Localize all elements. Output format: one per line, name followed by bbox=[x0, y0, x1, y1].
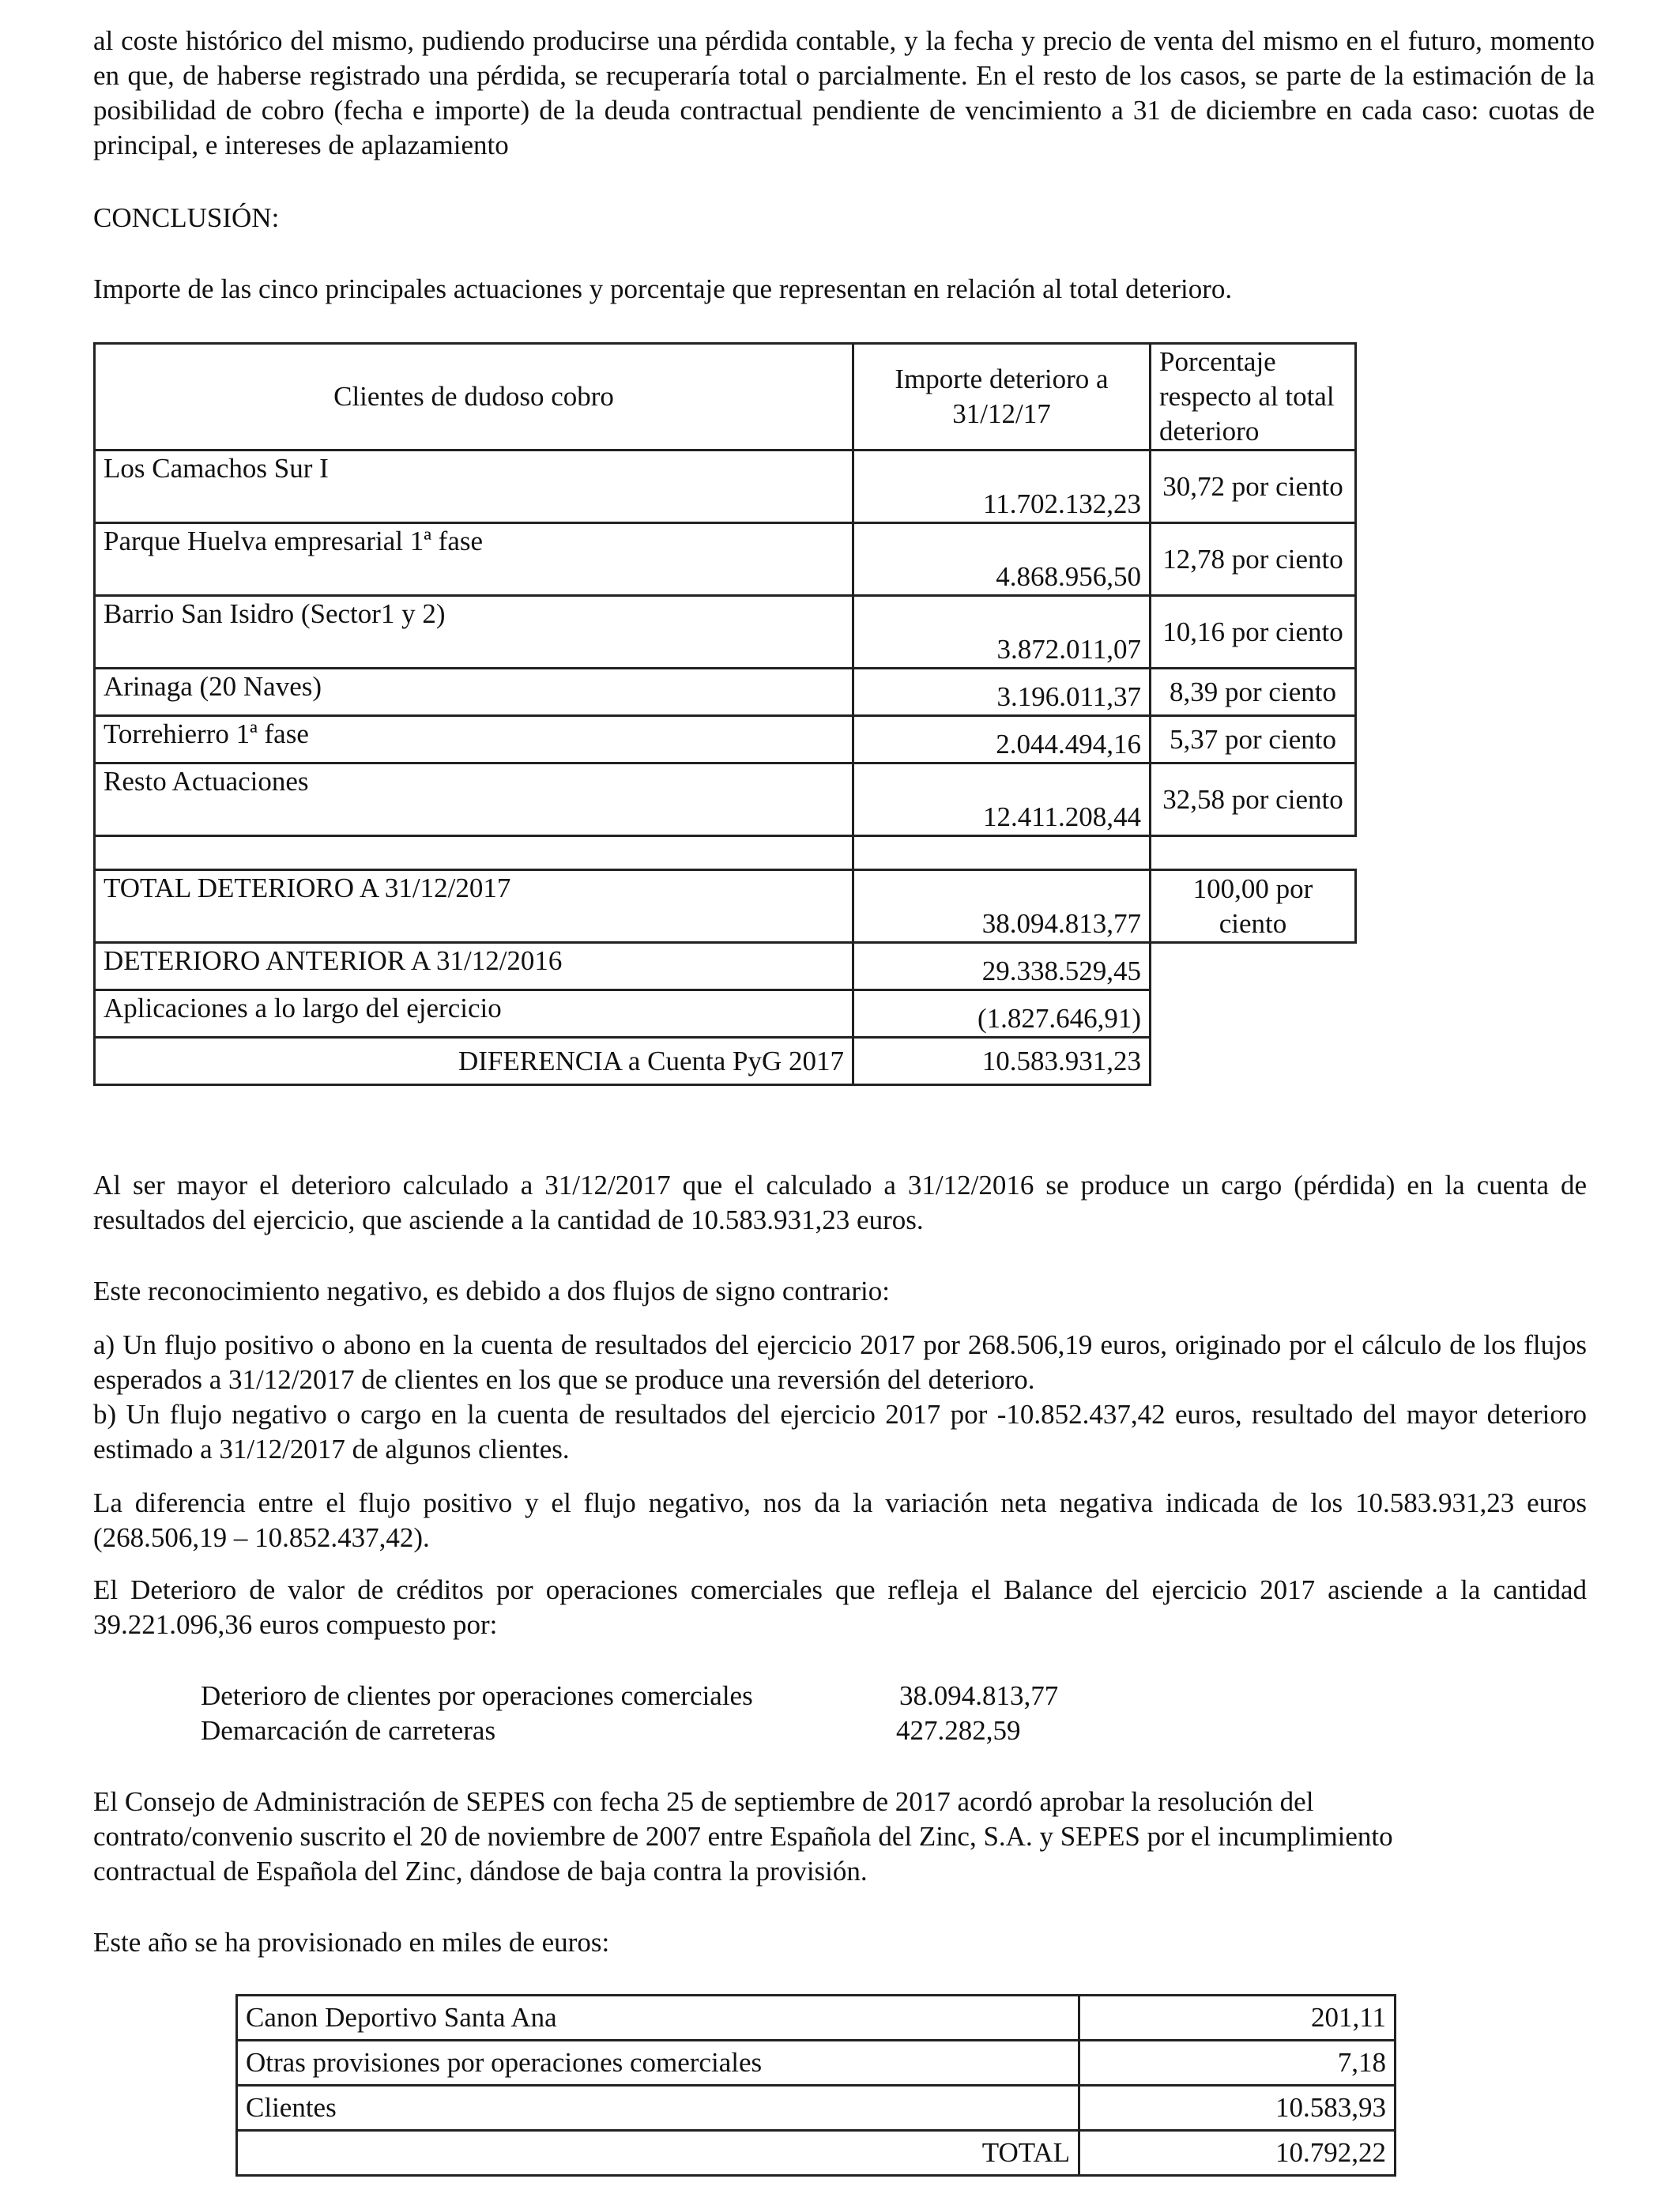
row-name: Torrehierro 1ª fase bbox=[95, 716, 853, 763]
row-importe: 12.411.208,44 bbox=[853, 763, 1151, 836]
provision-value: 7,18 bbox=[1079, 2041, 1396, 2086]
composicion-label: Demarcación de carreteras bbox=[201, 1715, 496, 1746]
provision-value: 201,11 bbox=[1079, 1996, 1396, 2041]
composicion-item bbox=[201, 1679, 1058, 1713]
table-header-row bbox=[95, 344, 1356, 450]
row-importe: 3.872.011,07 bbox=[853, 596, 1151, 669]
para-consejo: El Consejo de Administración de SEPES con fecha 25 de septiembre de 2017 acordó aprobar la resolución del contrato/convenio suscrito el 20 de noviembre de 2007 entre Española del Zinc, S.A. y SEPES por el incumplimiento contractual de Española del Zinc, dándose de baja contra la provisión. bbox=[93, 1786, 1393, 1887]
para-flujo-a: a) Un flujo positivo o abono en la cuenta de resultados del ejercicio 2017 por 268.506,19 euros, originado por el cálculo de los flujos esperados a 31/12/2017 de clientes en los que se produce una reversión del deterioro. bbox=[93, 1329, 1587, 1395]
row-pct: 5,37 por ciento bbox=[1151, 716, 1356, 763]
para-balance: El Deterioro de valor de créditos por operaciones comerciales que refleja el Balance del ejercicio 2017 asciende a la cantidad 39.221.096,36 euros compuesto por: bbox=[93, 1574, 1587, 1640]
provision-row bbox=[237, 2086, 1396, 2131]
row-pct: 30,72 por ciento bbox=[1151, 450, 1356, 523]
row-pct: 8,39 por ciento bbox=[1151, 669, 1356, 716]
total-row bbox=[95, 870, 1356, 943]
row-name: Los Camachos Sur I bbox=[95, 450, 853, 523]
conclusion-heading: CONCLUSIÓN: bbox=[93, 202, 280, 233]
anterior-importe: 29.338.529,45 bbox=[853, 943, 1151, 990]
para-flujo-b: b) Un flujo negativo o cargo en la cuenta de resultados del ejercicio 2017 por -10.852.437,42 euros, resultado del mayor deterioro estimado a 31/12/2017 de algunos clientes. bbox=[93, 1399, 1587, 1465]
para-flujos: Este reconocimiento negativo, es debido a dos flujos de signo contrario: bbox=[93, 1276, 890, 1306]
provision-value: 10.583,93 bbox=[1079, 2086, 1396, 2131]
diferencia-row bbox=[95, 1038, 1356, 1085]
anterior-name: DETERIORO ANTERIOR A 31/12/2016 bbox=[95, 943, 853, 990]
header-clientes: Clientes de dudoso cobro bbox=[95, 344, 853, 450]
para-cargo: Al ser mayor el deterioro calculado a 31/12/2017 que el calculado a 31/12/2016 se produce un cargo (pérdida) en la cuenta de resultados del ejercicio, que asciende a la cantidad de 10.583.931,23 euros. bbox=[93, 1170, 1587, 1235]
diferencia-name: DIFERENCIA a Cuenta PyG 2017 bbox=[95, 1038, 853, 1085]
aplicaciones-row bbox=[95, 990, 1356, 1038]
row-name: Barrio San Isidro (Sector1 y 2) bbox=[95, 596, 853, 669]
table-row bbox=[95, 596, 1356, 669]
table-row bbox=[95, 763, 1356, 836]
total-importe: 38.094.813,77 bbox=[853, 870, 1151, 943]
provision-label: Otras provisiones por operaciones comerciales bbox=[237, 2041, 1079, 2086]
para-diferencia: La diferencia entre el flujo positivo y el flujo negativo, nos da la variación neta negativa indicada de los 10.583.931,23 euros (268.506,19 – 10.852.437,42). bbox=[93, 1487, 1587, 1553]
provision-label: Clientes bbox=[237, 2086, 1079, 2131]
para-provisionado: Este año se ha provisionado en miles de euros: bbox=[93, 1927, 610, 1958]
provision-total-row bbox=[237, 2131, 1396, 2176]
spacer-row bbox=[95, 836, 1356, 870]
intro-paragraph: al coste histórico del mismo, pudiendo producirse una pérdida contable, y la fecha y precio de venta del mismo en el futuro, momento en que, de haberse registrado una pérdida, se recuperaría total o parcialmente. En el resto de los casos, se parte de la estimación de la posibilidad de cobro (fecha e importe) de la deuda contractual pendiente de vencimiento a 31 de diciembre en cada caso: cuotas de principal, e intereses de aplazamiento bbox=[93, 25, 1595, 160]
provision-label: Canon Deportivo Santa Ana bbox=[237, 1996, 1079, 2041]
row-importe: 4.868.956,50 bbox=[853, 523, 1151, 596]
composicion-value: 38.094.813,77 bbox=[899, 1680, 1059, 1711]
row-pct: 12,78 por ciento bbox=[1151, 523, 1356, 596]
total-pct: 100,00 por ciento bbox=[1151, 870, 1356, 943]
header-importe: Importe deterioro a 31/12/17 bbox=[853, 344, 1151, 450]
aplicaciones-importe: (1.827.646,91) bbox=[853, 990, 1151, 1038]
row-name: Resto Actuaciones bbox=[95, 763, 853, 836]
row-importe: 3.196.011,37 bbox=[853, 669, 1151, 716]
provision-total-label: TOTAL bbox=[237, 2131, 1079, 2176]
document-page bbox=[93, 24, 1595, 163]
row-pct: 10,16 por ciento bbox=[1151, 596, 1356, 669]
table-row bbox=[95, 523, 1356, 596]
row-importe: 11.702.132,23 bbox=[853, 450, 1151, 523]
table-row bbox=[95, 450, 1356, 523]
row-pct: 32,58 por ciento bbox=[1151, 763, 1356, 836]
deterioro-table bbox=[93, 342, 1357, 1086]
composicion-value: 427.282,59 bbox=[896, 1715, 1021, 1746]
row-importe: 2.044.494,16 bbox=[853, 716, 1151, 763]
table-intro: Importe de las cinco principales actuaciones y porcentaje que representan en relación al total deterioro. bbox=[93, 273, 1233, 304]
provision-total-value: 10.792,22 bbox=[1079, 2131, 1396, 2176]
row-name: Parque Huelva empresarial 1ª fase bbox=[95, 523, 853, 596]
header-porcentaje: Porcentaje respecto al total deterioro bbox=[1151, 344, 1356, 450]
provision-table bbox=[235, 1994, 1396, 2177]
diferencia-importe: 10.583.931,23 bbox=[853, 1038, 1151, 1085]
table-row bbox=[95, 669, 1356, 716]
composicion-item bbox=[201, 1713, 1058, 1748]
anterior-row bbox=[95, 943, 1356, 990]
provision-row bbox=[237, 1996, 1396, 2041]
table-row bbox=[95, 716, 1356, 763]
total-name: TOTAL DETERIORO A 31/12/2017 bbox=[95, 870, 853, 943]
composicion-list bbox=[201, 1679, 1058, 1748]
aplicaciones-name: Aplicaciones a lo largo del ejercicio bbox=[95, 990, 853, 1038]
row-name: Arinaga (20 Naves) bbox=[95, 669, 853, 716]
composicion-label: Deterioro de clientes por operaciones comerciales bbox=[201, 1680, 753, 1711]
provision-row bbox=[237, 2041, 1396, 2086]
